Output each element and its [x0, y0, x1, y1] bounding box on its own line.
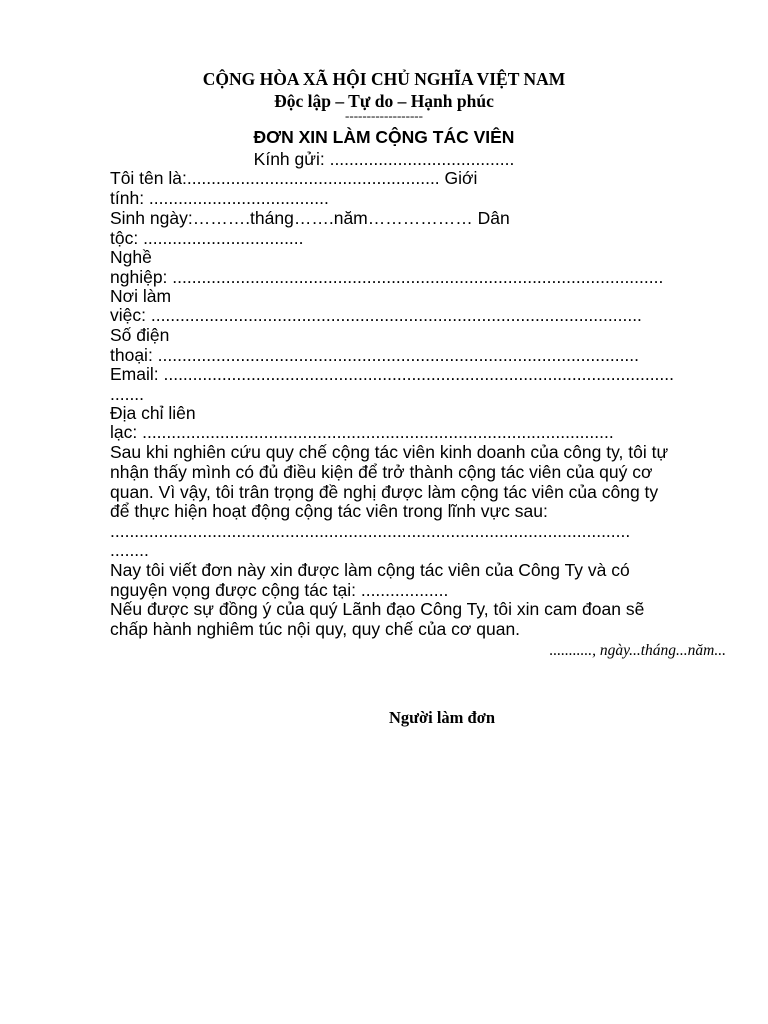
field-address: lạc: ................................................................................................. — [110, 422, 614, 442]
field-preferred-location: nguyện vọng được cộng tác tại: .................. — [110, 580, 449, 600]
date-line: ..........., ngày...tháng...năm... — [549, 642, 726, 659]
paragraph-line: Nay tôi viết đơn này xin được làm cộng tác viên của Công Ty và có — [110, 560, 630, 580]
paragraph-line: để thực hiện hoạt động cộng tác viên trong lĩnh vực sau: — [110, 501, 548, 521]
paragraph-line: quan. Vì vậy, tôi trân trọng đề nghị được làm cộng tác viên của công ty — [110, 482, 659, 502]
field-email-continued: ....... — [110, 384, 145, 404]
paragraph-line: chấp hành nghiêm túc nội quy, quy chế của cơ quan. — [110, 619, 521, 639]
field-ethnicity: tộc: ................................. — [110, 228, 304, 248]
field-gender: tính: ..................................... — [110, 188, 329, 208]
national-motto: Độc lập – Tự do – Hạnh phúc — [274, 91, 494, 111]
field-birth-date: Sinh ngày:……….tháng…….năm……………… Dân — [110, 208, 510, 228]
field-occupation: nghiệp: ..................................................................................................... — [110, 267, 664, 287]
field-workplace: việc: ..................................................................................................... — [110, 305, 642, 325]
field-email: Email: ......................................................................................................... — [110, 364, 674, 384]
paragraph-line: Sau khi nghiên cứu quy chế cộng tác viên kinh doanh của công ty, tôi tự — [110, 442, 669, 462]
header-divider: ------------------ — [345, 108, 423, 123]
field-address-label: Địa chỉ liên — [110, 403, 196, 423]
signer-label: Người làm đơn — [388, 708, 496, 727]
field-phone-label: Số điện — [110, 325, 170, 345]
field-full-name: Tôi tên là:.................................................... Giới — [110, 168, 478, 188]
document-title: ĐƠN XIN LÀM CỘNG TÁC VIÊN — [253, 127, 515, 147]
field-field-of-work: ........................................................................................................... — [110, 521, 631, 541]
paragraph-line: nhận thấy mình có đủ điều kiện để trở thành cộng tác viên của quý cơ — [110, 462, 653, 482]
field-phone: thoại: ................................................................................................... — [110, 345, 640, 365]
addressee-line: Kính gửi: ...................................... — [253, 149, 515, 169]
paragraph-line: Nếu được sự đồng ý của quý Lãnh đạo Công Ty, tôi xin cam đoan sẽ — [110, 599, 645, 619]
field-field-of-work-continued: ........ — [110, 540, 149, 560]
field-occupation-label: Nghề — [110, 247, 152, 267]
field-workplace-label: Nơi làm — [110, 286, 172, 306]
national-title: CỘNG HÒA XÃ HỘI CHỦ NGHĨA VIỆT NAM — [202, 69, 566, 89]
